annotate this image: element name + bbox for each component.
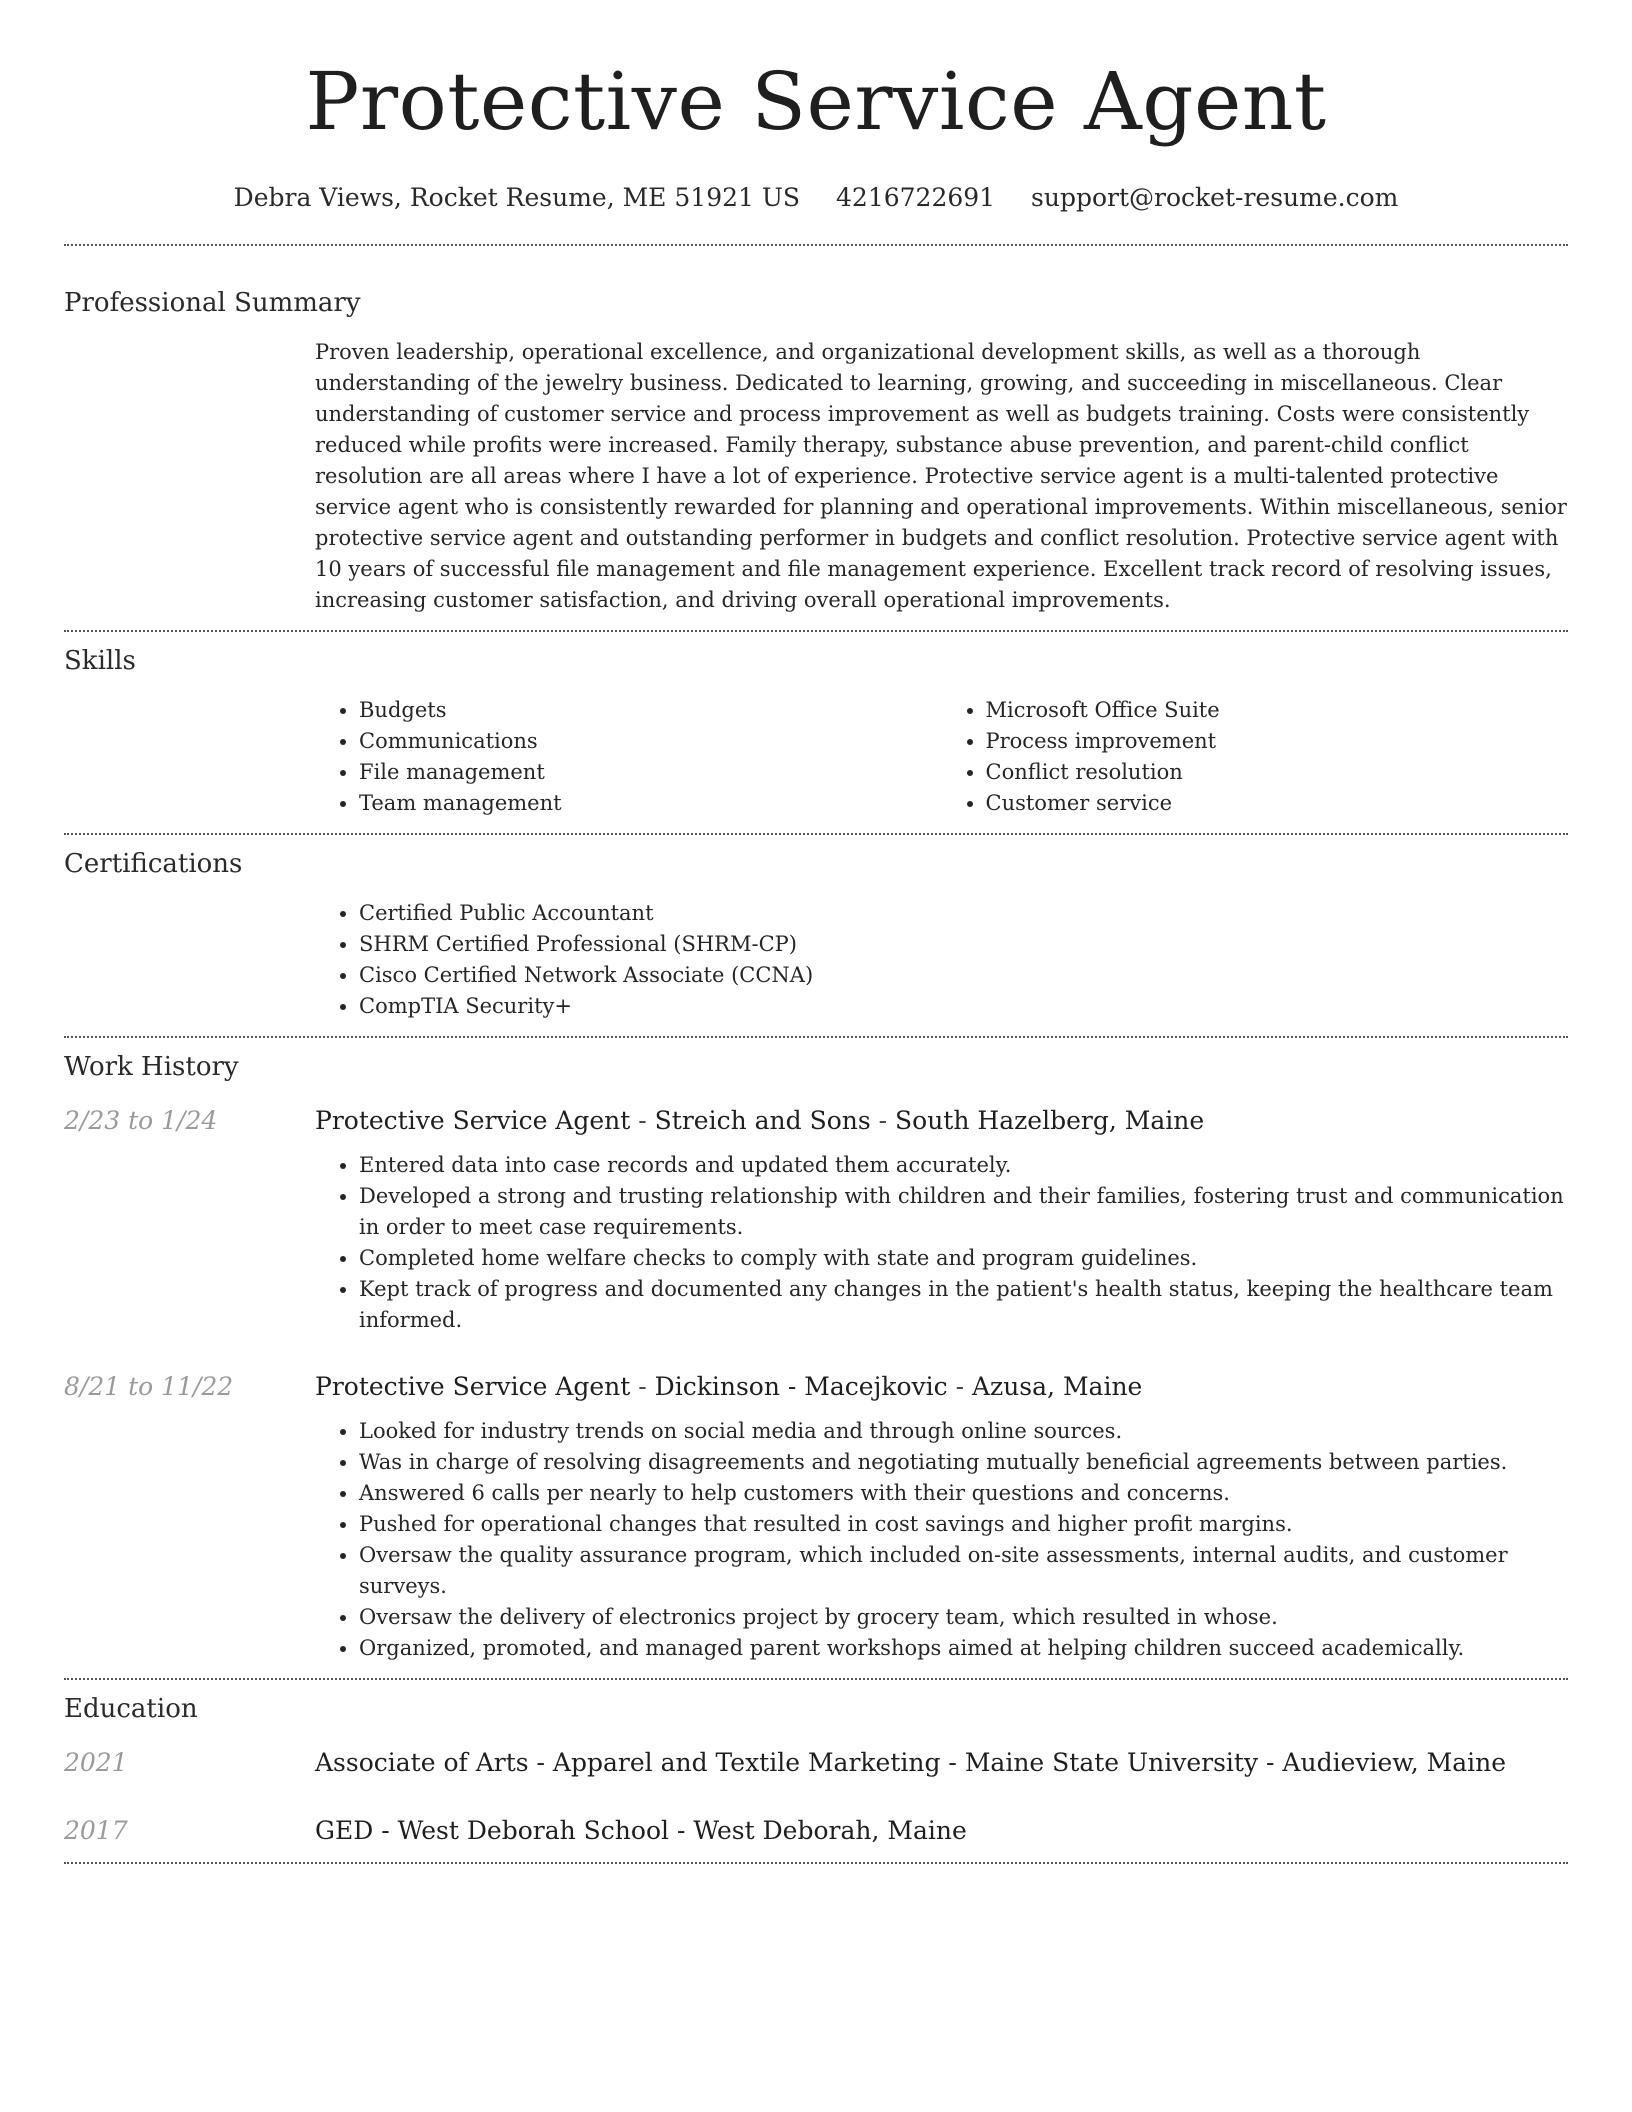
list-item: • Certified Public Accountant bbox=[359, 898, 1568, 929]
list-item: • Kept track of progress and documented any changes in the patient's health status, keeping the healthcare team informed. bbox=[359, 1274, 1568, 1336]
certifications-section bbox=[64, 835, 1568, 1036]
education-entry bbox=[64, 1746, 1568, 1780]
contact-phone: 4216722691 bbox=[836, 183, 996, 212]
job-header bbox=[64, 1104, 1568, 1138]
list-item: • Customer service bbox=[986, 788, 1569, 819]
job-bullets bbox=[315, 1150, 1568, 1336]
summary-heading: Professional Summary bbox=[64, 288, 361, 318]
work-history-heading: Work History bbox=[64, 1052, 239, 1082]
job-role: Protective Service Agent bbox=[315, 1106, 631, 1135]
education-detail: GED - West Deborah School - West Deborah, Maine bbox=[315, 1816, 967, 1845]
job-heading: Protective Service Agent - Dickinson - Macejkovic - Azusa, Maine bbox=[315, 1372, 1143, 1401]
job-company: Streich and Sons bbox=[654, 1106, 871, 1135]
list-item: • Pushed for operational changes that resulted in cost savings and higher profit margins. bbox=[359, 1509, 1568, 1540]
certifications-list bbox=[315, 898, 1568, 1022]
job-location: Azusa, Maine bbox=[971, 1372, 1143, 1401]
list-item: • Oversaw the delivery of electronics project by grocery team, which resulted in whose. bbox=[359, 1602, 1568, 1633]
list-item: • Cisco Certified Network Associate (CCNA) bbox=[359, 960, 1568, 991]
skills-heading: Skills bbox=[64, 646, 136, 676]
list-item: • Completed home welfare checks to comply with state and program guidelines. bbox=[359, 1243, 1568, 1274]
list-item: • SHRM Certified Professional (SHRM-CP) bbox=[359, 929, 1568, 960]
contact-line bbox=[64, 182, 1568, 214]
education-detail: Associate of Arts - Apparel and Textile Marketing - Maine State University - Audieview, Maine bbox=[315, 1748, 1506, 1777]
resume-header bbox=[64, 0, 1568, 214]
skills-section bbox=[64, 632, 1568, 833]
list-item: • Was in charge of resolving disagreements and negotiating mutually beneficial agreements between parties. bbox=[359, 1447, 1568, 1478]
list-item: • Oversaw the quality assurance program, which included on-site assessments, internal audits, and customer surveys. bbox=[359, 1540, 1568, 1602]
candidate-title: Protective Service Agent bbox=[305, 55, 1327, 148]
list-item: • Budgets bbox=[359, 695, 942, 726]
skills-list-left bbox=[315, 695, 942, 819]
list-item: • Microsoft Office Suite bbox=[986, 695, 1569, 726]
list-item: • File management bbox=[359, 757, 942, 788]
divider bbox=[64, 1862, 1568, 1864]
certifications-body bbox=[315, 898, 1568, 1022]
list-item: • Team management bbox=[359, 788, 942, 819]
education-year: 2017 bbox=[64, 1816, 128, 1845]
list-item: • Entered data into case records and updated them accurately. bbox=[359, 1150, 1568, 1181]
job-bullets bbox=[315, 1416, 1568, 1664]
list-item: • Looked for industry trends on social media and through online sources. bbox=[359, 1416, 1568, 1447]
contact-address: Debra Views, Rocket Resume, ME 51921 US bbox=[233, 183, 801, 212]
job-dates: 2/23 to 1/24 bbox=[64, 1106, 218, 1135]
list-item: • CompTIA Security+ bbox=[359, 991, 1568, 1022]
list-item: • Process improvement bbox=[986, 726, 1569, 757]
list-item: • Conflict resolution bbox=[986, 757, 1569, 788]
job-entry bbox=[64, 1370, 1568, 1664]
list-item: • Answered 6 calls per nearly to help customers with their questions and concerns. bbox=[359, 1478, 1568, 1509]
contact-email: support@rocket-resume.com bbox=[1031, 183, 1399, 212]
list-item: • Developed a strong and trusting relationship with children and their families, fostering trust and communication in order to meet case requirements. bbox=[359, 1181, 1568, 1243]
job-header bbox=[64, 1370, 1568, 1404]
skills-grid bbox=[315, 695, 1568, 819]
education-entry bbox=[64, 1814, 1568, 1848]
summary-section bbox=[64, 246, 1568, 630]
list-item: • Communications bbox=[359, 726, 942, 757]
job-location: South Hazelberg, Maine bbox=[895, 1106, 1205, 1135]
skills-list-right bbox=[942, 695, 1569, 819]
list-item: • Organized, promoted, and managed parent workshops aimed at helping children succeed academically. bbox=[359, 1633, 1568, 1664]
certifications-heading: Certifications bbox=[64, 849, 243, 879]
education-heading: Education bbox=[64, 1694, 198, 1724]
job-company: Dickinson - Macejkovic bbox=[654, 1372, 948, 1401]
job-bullet-list bbox=[315, 1416, 1568, 1664]
job-role: Protective Service Agent bbox=[315, 1372, 631, 1401]
education-year: 2021 bbox=[64, 1748, 128, 1777]
work-history-section bbox=[64, 1038, 1568, 1678]
job-entry bbox=[64, 1104, 1568, 1336]
job-heading: Protective Service Agent - Streich and Sons - South Hazelberg, Maine bbox=[315, 1106, 1205, 1135]
job-bullet-list bbox=[315, 1150, 1568, 1336]
summary-text: Proven leadership, operational excellence, and organizational development skills, as well as a thorough understanding of the jewelry business. Dedicated to learning, growing, and succeeding in miscellaneous. Clear understanding of customer service and process improvement as well as budgets training. Costs were consistently reduced while profits were increased. Family therapy, substance abuse prevention, and parent-child conflict resolution are all areas where I have a lot of experience. Protective service agent is a multi-talented protective service agent who is consistently rewarded for planning and operational improvements. Within miscellaneous, senior protective service agent and outstanding performer in budgets and conflict resolution. Protective service agent with 10 years of successful file management and file management experience. Excellent track record of resolving issues, increasing customer satisfaction, and driving overall operational improvements. bbox=[315, 340, 1567, 612]
job-dates: 8/21 to 11/22 bbox=[64, 1372, 234, 1401]
education-section bbox=[64, 1680, 1568, 1862]
